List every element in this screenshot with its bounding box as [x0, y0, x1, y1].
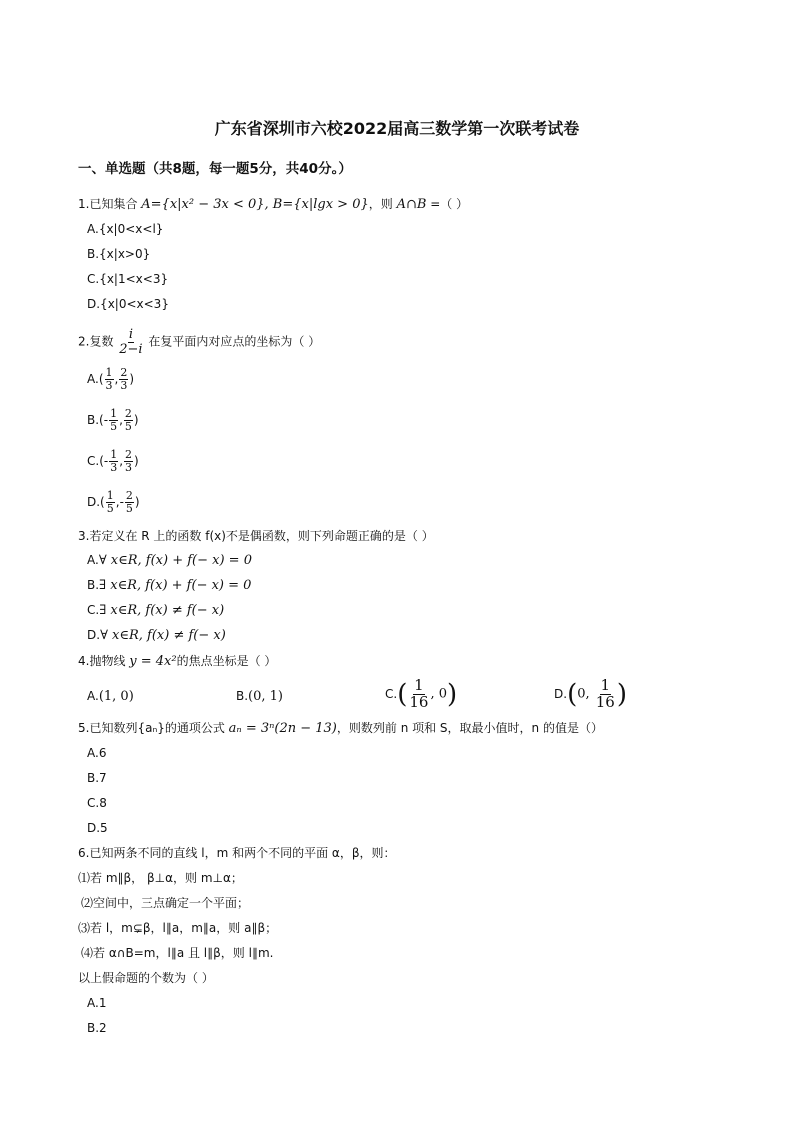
denominator: 5: [124, 420, 132, 433]
separator: ,: [119, 454, 124, 468]
question-3: 3.若定义在 R 上的函数 f(x)不是偶函数，则下列命题正确的是（ ）: [78, 529, 434, 543]
denominator: 5: [110, 420, 118, 433]
q2-option-b: [87, 407, 139, 433]
q6-question: 以上假命题的个数为（ ）: [78, 971, 214, 985]
open-paren: (: [397, 679, 408, 710]
q2-option-c: [87, 448, 139, 474]
q6-option-a: A.1: [87, 996, 107, 1010]
q2-option-label: A.(: [87, 372, 104, 386]
q4-option-math: (1, 0): [98, 689, 134, 704]
q3-option-math: ∀ x∈R, f(x) + f(− x) = 0: [98, 553, 252, 568]
question-6: 6.已知两条不同的直线 l，m 和两个不同的平面 α，β，则：: [78, 846, 396, 860]
section-heading: 一、单选题（共8题，每一题5分，共40分。）: [78, 161, 352, 177]
denominator: 5: [125, 502, 133, 515]
q4-option-math: (0, 1): [248, 689, 283, 704]
q2-option-label: C.(-: [87, 454, 109, 468]
q2-option-label: B.(-: [87, 413, 109, 427]
q3-option-label: D.: [87, 628, 101, 642]
q5-formula: aₙ = 3ⁿ(2n − 13): [228, 721, 337, 736]
q4-option-label: B.: [236, 689, 249, 703]
q3-option-math: ∃ x∈R, f(x) ≠ f(− x): [99, 603, 225, 618]
q3-option-math: ∃ x∈R, f(x) + f(− x) = 0: [99, 578, 252, 593]
denominator: 16: [409, 693, 429, 711]
q4-coordinate-rest: , 0: [430, 686, 447, 702]
q1-tail: =（ ）: [426, 197, 469, 211]
q1-suffix: ，则: [368, 197, 397, 211]
q1-prefix: 1.已知集合: [78, 197, 142, 211]
numerator: 2: [124, 407, 132, 421]
fraction: [124, 408, 133, 432]
q4-option-c: [385, 676, 457, 713]
q2-prefix: 2.复数: [78, 334, 118, 349]
separator: ,: [119, 413, 123, 427]
q4-equation: y = 4x²: [129, 654, 177, 669]
numerator: 2: [125, 448, 133, 462]
fraction: [105, 367, 114, 391]
fraction: [408, 678, 429, 711]
q2-option-a: [87, 366, 134, 392]
q6-statement-2: ⑵空间中，三点确定一个平面；: [81, 896, 250, 910]
fraction: [125, 490, 134, 514]
numerator: 2: [120, 366, 128, 380]
q2-suffix: 在复平面内对应点的坐标为（ ）: [144, 334, 321, 349]
denominator: 3: [125, 461, 133, 474]
denominator: 3: [105, 379, 113, 392]
q5-option-a: A.6: [87, 746, 107, 760]
numerator: 1: [110, 407, 118, 421]
open-paren: (: [567, 679, 578, 710]
q3-option-math: ∀ x∈R, f(x) ≠ f(− x): [100, 628, 226, 643]
q3-option-label: A.: [87, 553, 99, 567]
fraction: [124, 449, 133, 473]
numerator: 1: [105, 366, 113, 380]
q5-suffix: ，则数列前 n 项和 S，取最小值时，n 的值是（）: [336, 721, 603, 735]
q3-option-label: C.: [87, 603, 100, 617]
question-4: [78, 655, 276, 668]
q4-suffix: 的焦点坐标是（ ）: [176, 654, 277, 668]
numerator: 1: [600, 676, 611, 695]
q5-prefix: 5.已知数列{aₙ}的通项公式: [78, 721, 229, 735]
q5-option-d: D.5: [87, 821, 108, 835]
q6-statement-3: ⑶若 l，m⊊β，l∥a，m∥a，则 a∥β；: [78, 921, 278, 935]
q4-prefix: 4.抛物线: [78, 654, 130, 668]
q4-option-b: [236, 686, 283, 707]
q4-option-label: A.: [87, 689, 99, 703]
q1-option-d: D.{x|0<x<3}: [87, 297, 169, 311]
q4-coordinate-rest: 0,: [577, 686, 594, 702]
q1-option-c: C.{x|1<x<3}: [87, 272, 169, 286]
q5-option-b: B.7: [87, 771, 107, 785]
denominator: 5: [106, 502, 114, 515]
q3-option-label: B.: [87, 578, 100, 592]
close-paren: ): [134, 454, 139, 468]
q1-option-a: A.{x|0<x<l}: [87, 222, 164, 236]
q3-option-b: [87, 579, 251, 592]
numerator: 2: [125, 489, 133, 503]
q1-option-b: B.{x|x>0}: [87, 247, 151, 261]
close-paren: ): [133, 413, 139, 427]
separator: ,: [114, 372, 119, 386]
close-paren: ): [134, 495, 140, 509]
fraction: [119, 367, 128, 391]
close-paren: ): [447, 679, 458, 710]
q2-option-d: [87, 489, 140, 515]
q4-option-label: C.: [385, 687, 398, 701]
q2-fraction: [118, 328, 143, 356]
fraction: [109, 408, 118, 432]
q6-statement-4: ⑷若 α∩B=m，l∥a 且 l∥β，则 l∥m.: [81, 946, 274, 960]
q2-frac-denominator: 2−i: [119, 341, 143, 357]
question-1: [78, 198, 468, 211]
q1-intersection: A∩B: [396, 197, 427, 212]
denominator: 16: [595, 693, 615, 711]
fraction: [109, 449, 118, 473]
denominator: 3: [120, 379, 128, 392]
numerator: 1: [106, 489, 114, 503]
q2-option-label: D.(: [87, 495, 105, 509]
q5-option-c: C.8: [87, 796, 107, 810]
q1-sets: A={x|x² − 3x < 0}, B={x|lgx > 0}: [141, 197, 369, 212]
q4-option-d: [554, 676, 627, 713]
separator: ,-: [115, 495, 124, 509]
question-5: [78, 722, 603, 735]
q6-option-b: B.2: [87, 1021, 107, 1035]
close-paren: ): [129, 372, 135, 386]
denominator: 3: [110, 461, 118, 474]
q3-option-a: [87, 554, 252, 567]
close-paren: ): [616, 679, 628, 710]
page-title: 广东省深圳市六校2022届高三数学第一次联考试卷: [214, 119, 580, 138]
q6-statement-1: ⑴若 m∥β， β⊥α，则 m⊥α；: [78, 871, 243, 885]
q2-frac-numerator: i: [128, 327, 134, 342]
q3-option-c: [87, 604, 224, 617]
q3-option-d: [87, 629, 226, 642]
question-2: [78, 328, 320, 356]
q4-option-label: D.: [554, 687, 568, 701]
fraction: [106, 490, 115, 514]
numerator: 1: [414, 676, 424, 695]
fraction: [595, 678, 616, 711]
numerator: 1: [110, 448, 118, 462]
q4-option-a: [87, 686, 134, 707]
